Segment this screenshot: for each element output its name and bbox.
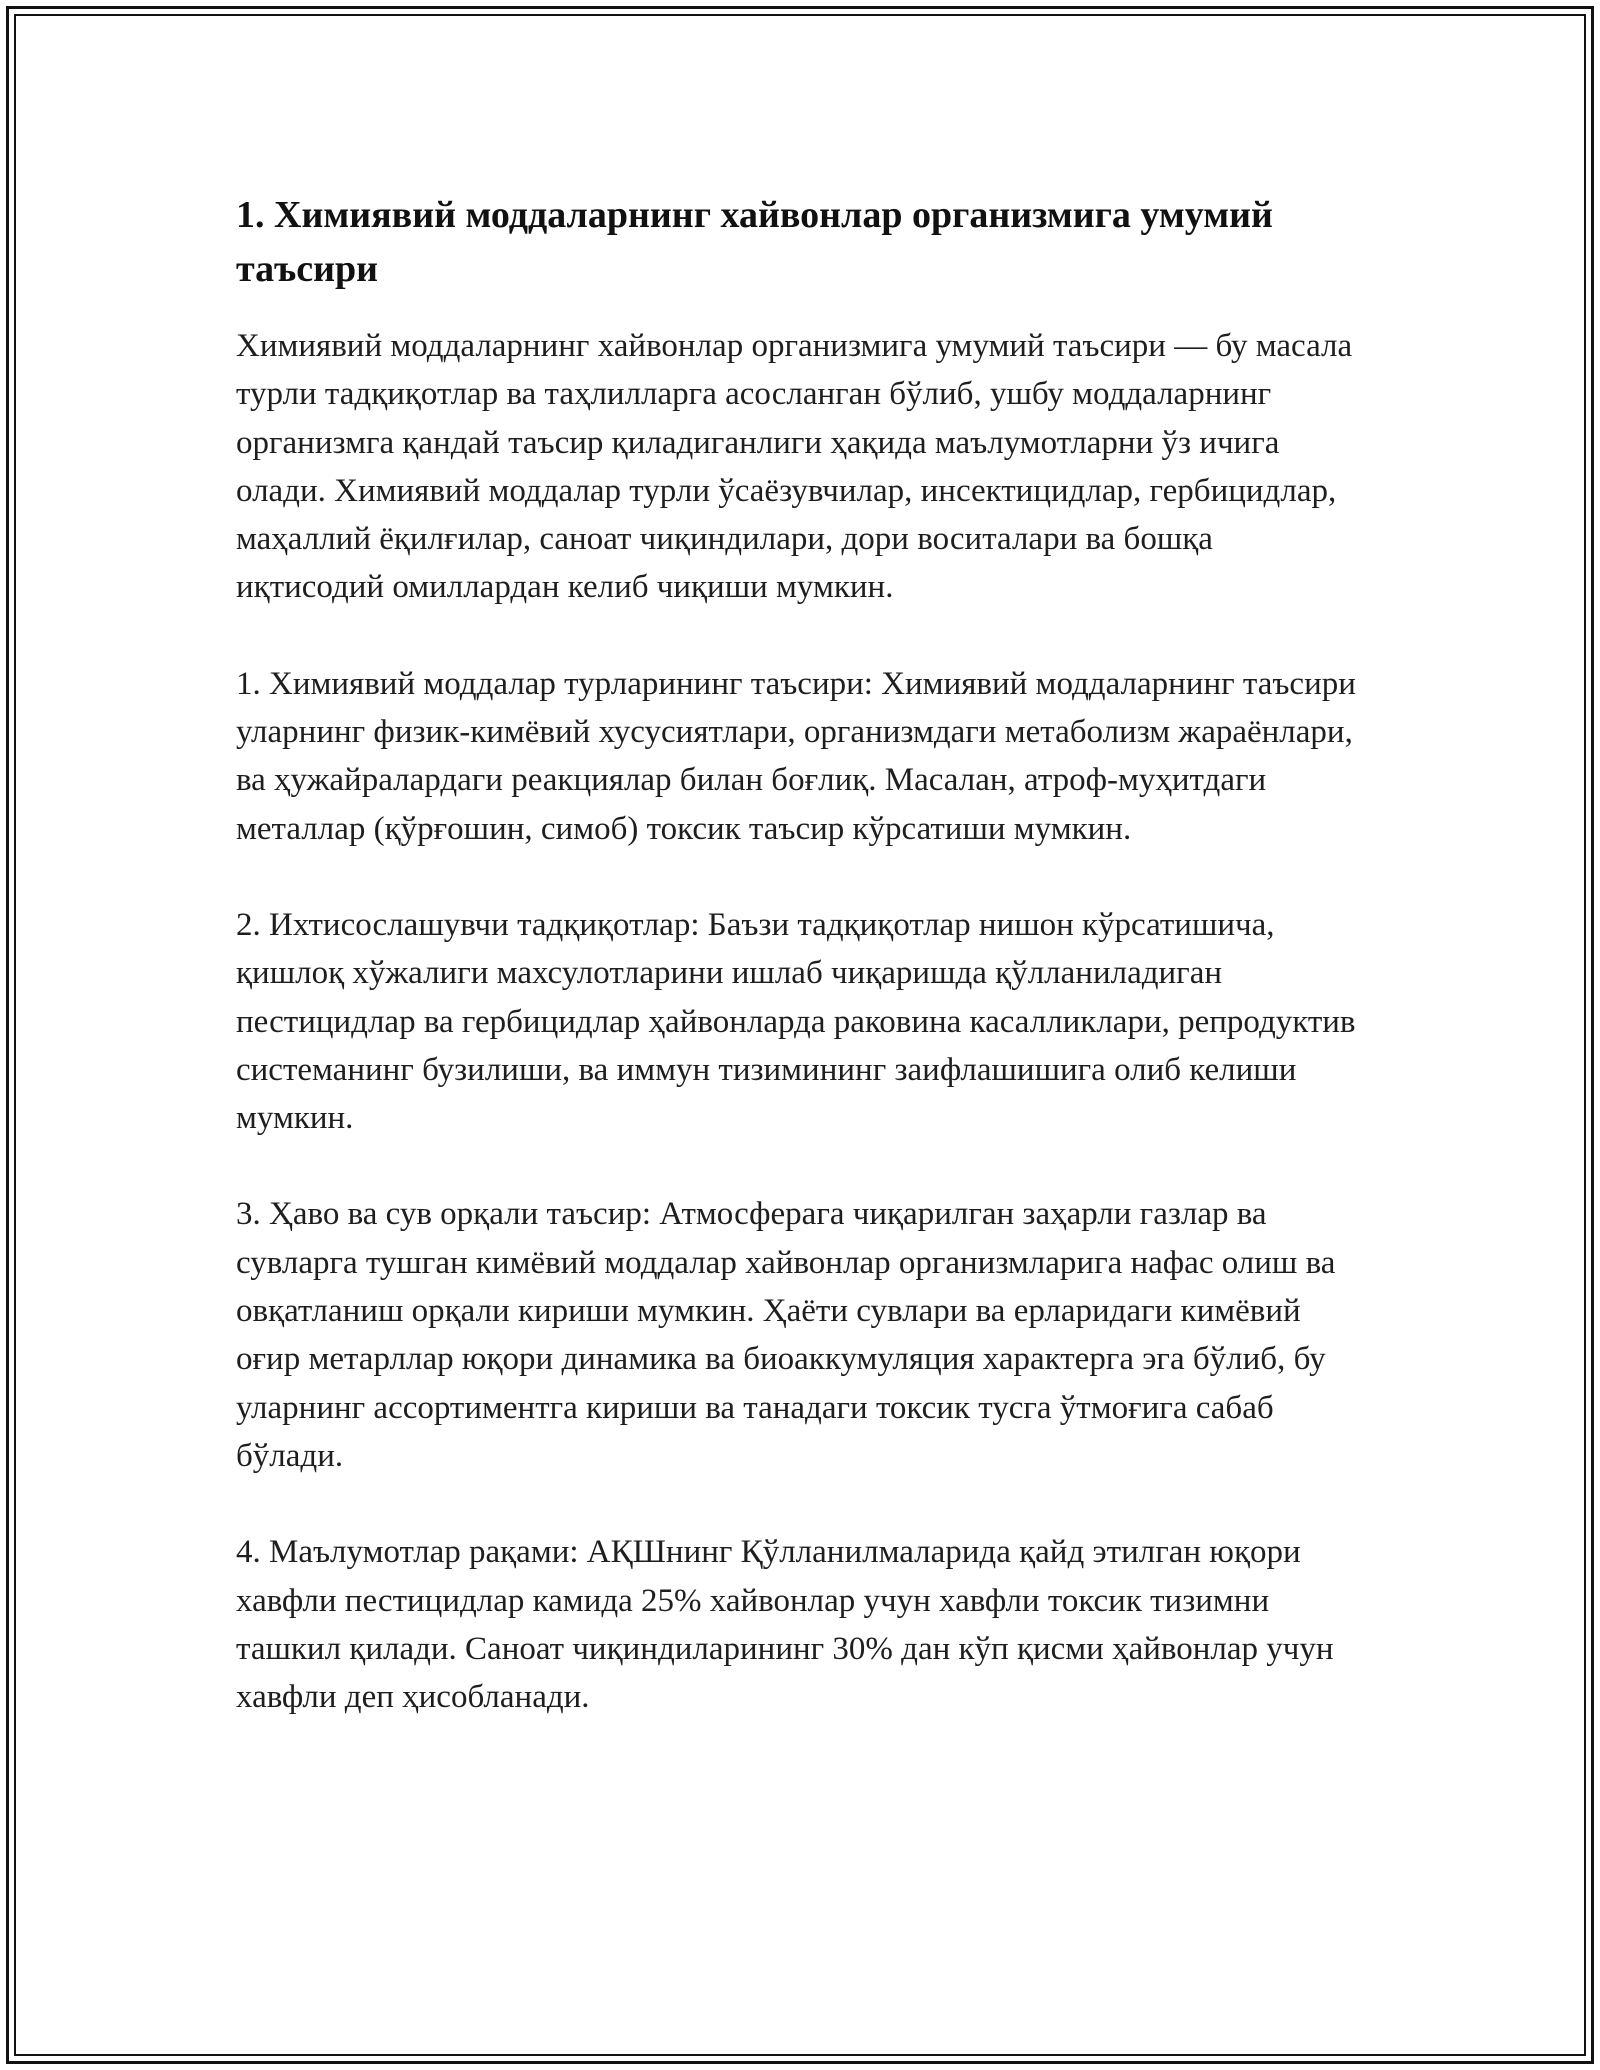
section-paragraph-4: 4. Маълумотлар рақами: АҚШнинг Қўлланилмаларида қайд этилган юқори хавфли пестицидлар камида 25% хайвонлар учун хавфли токсик тизимни ташкил қилади. Саноат чиқиндиларининг 30% дан кўп қисми ҳайвонлар учун хавфли деп ҳисобланади. [236,1534,1334,1716]
document-heading: 1. Химиявий моддаларнинг хайвонлар организмига умумий таъсири [236,194,1273,290]
document-body [236,188,1366,1769]
section-paragraph-2: 2. Ихтисослашувчи тадқиқотлар: Баъзи тадқиқотлар нишон кўрсатишича, қишлоқ хўжалиги махсулотларини ишлаб чиқаришда қўлланиладиган пестицидлар ва гербицидлар ҳайвонларда раковина касалликлари, репродуктив системанинг бузилиши, ва иммун тизимининг заифлашишига олиб келиши мумкин. [236,906,1356,1137]
section-paragraph-1: 1. Химиявий моддалар турларининг таъсири: Химиявий моддаларнинг таъсири уларнинг физик-кимёвий хусусиятлари, организмдаги метаболизм жараёнлари, ва ҳужайралардаги реакциялар билан боғлиқ. Масалан, атроф-муҳитдаги металлар (қўрғошин, симоб) токсик таъсир кўрсатиши мумкин. [236,665,1356,847]
intro-paragraph: Химиявий моддаларнинг хайвонлар организмига умумий таъсири — бу масала турли тадқиқотлар ва таҳлилларга асосланган бўлиб, ушбу моддаларнинг организмга қандай таъсир қиладиганлиги ҳақида маълумотларни ўз ичига олади. Химиявий моддалар турли ўсаёзувчилар, инсектицидлар, гербицидлар, маҳаллий ёқилғилар, саноат чиқиндилари, дори воситалари ва бошқа иқтисодий омиллардан келиб чиқиши мумкин. [236,328,1353,606]
section-paragraph-3: 3. Ҳаво ва сув орқали таъсир: Атмосферага чиқарилган заҳарли газлар ва сувларга тушган кимёвий моддалар хайвонлар организмларига нафас олиш ва овқатланиш орқали кириши мумкин. Ҳаёти сувлари ва ерларидаги кимёвий оғир метарллар юқори динамика ва биоаккумуляция характерга эга бўлиб, бу уларнинг ассортиментга кириши ва танадаги токсик тусга ўтмоғига сабаб бўлади. [236,1196,1336,1474]
